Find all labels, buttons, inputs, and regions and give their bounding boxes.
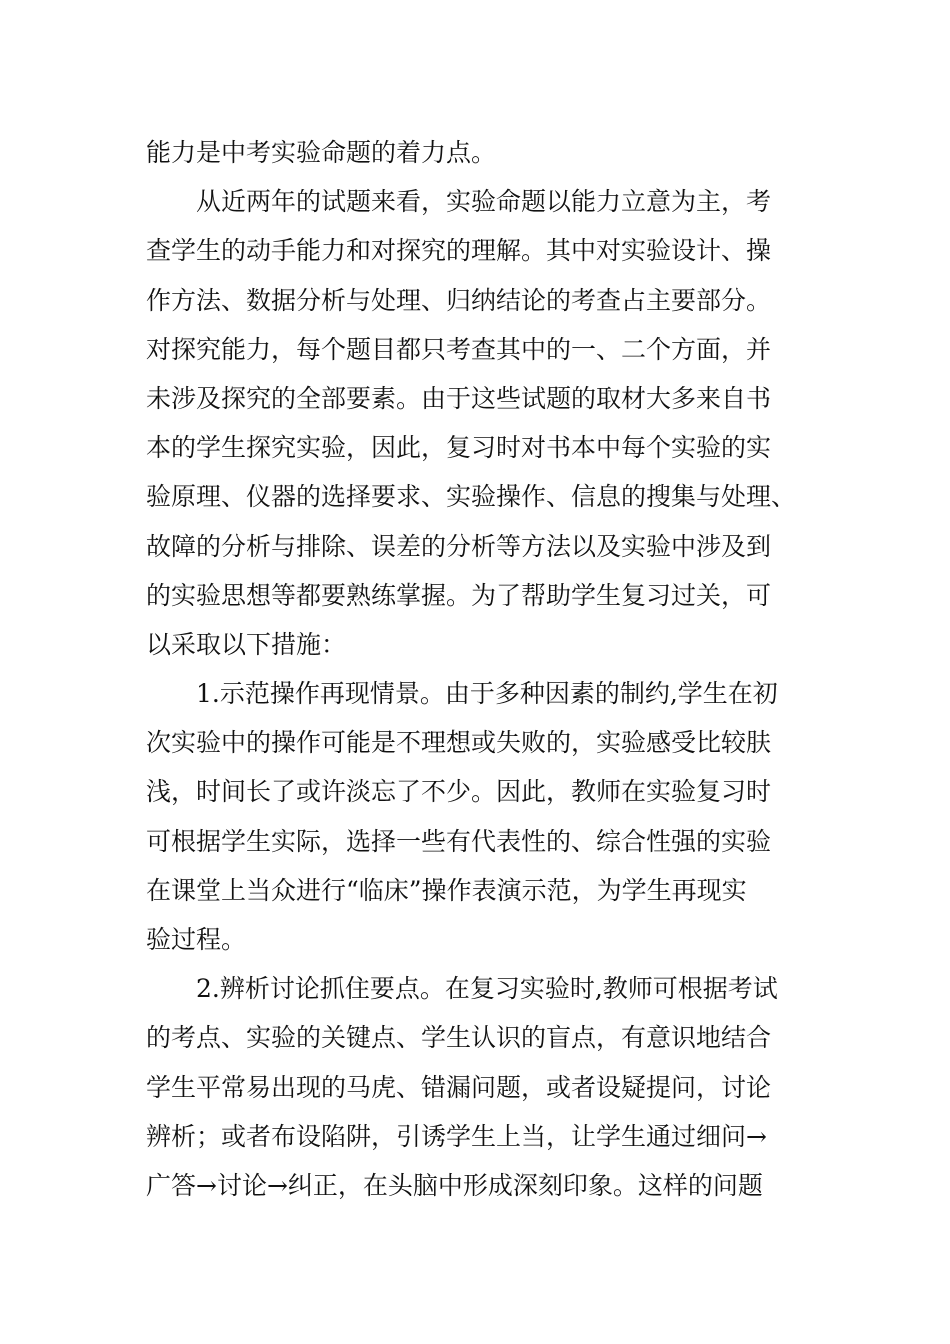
text-line: 故障的分析与排除、误差的分析等方法以及实验中涉及到 <box>146 531 772 561</box>
text-line: 辨析；或者布设陷阱，引诱学生上当，让学生通过细问→ <box>146 1121 767 1151</box>
paragraph-first-line: 从近两年的试题来看，实验命题以能力立意为主，考 <box>196 187 772 217</box>
text-line: 验过程。 <box>146 925 247 954</box>
text-line: 查学生的动手能力和对探究的理解。其中对实验设计、操 <box>146 236 772 266</box>
text-line: 可根据学生实际，选择一些有代表性的、综合性强的实验 <box>146 826 772 856</box>
text-line: 本的学生探究实验，因此，复习时对书本中每个实验的实 <box>146 433 772 463</box>
paragraph-first-line: 2.辨析讨论抓住要点。在复习实验时,教师可根据考试 <box>196 974 778 1004</box>
text-line: 以采取以下措施： <box>146 629 347 659</box>
text-line: 对探究能力，每个题目都只考查其中的一、二个方面，并 <box>146 334 772 364</box>
text-line: 在课堂上当众进行“临床”操作表演示范，为学生再现实 <box>146 875 747 905</box>
text-line: 能力是中考实验命题的着力点。 <box>146 138 497 167</box>
text-line: 浅，时间长了或许淡忘了不少。因此，教师在实验复习时 <box>146 777 772 807</box>
text-line: 广答→讨论→纠正，在头脑中形成深刻印象。这样的问题 <box>146 1170 763 1200</box>
text-line: 未涉及探究的全部要素。由于这些试题的取材大多来自书 <box>146 383 772 413</box>
text-line: 作方法、数据分析与处理、归纳结论的考查占主要部分。 <box>146 285 772 315</box>
text-line: 验原理、仪器的选择要求、实验操作、信息的搜集与处理、 <box>146 482 797 512</box>
text-line: 的考点、实验的关键点、学生认识的盲点，有意识地结合 <box>146 1023 772 1053</box>
text-line: 的实验思想等都要熟练掌握。为了帮助学生复习过关，可 <box>146 580 772 610</box>
body-text <box>146 128 806 1210</box>
text-line: 次实验中的操作可能是不理想或失败的，实验感受比较肤 <box>146 728 772 758</box>
text-line: 学生平常易出现的马虎、错漏问题，或者设疑提问，讨论 <box>146 1072 772 1102</box>
paragraph-first-line: 1.示范操作再现情景。由于多种因素的制约,学生在初 <box>196 679 778 709</box>
